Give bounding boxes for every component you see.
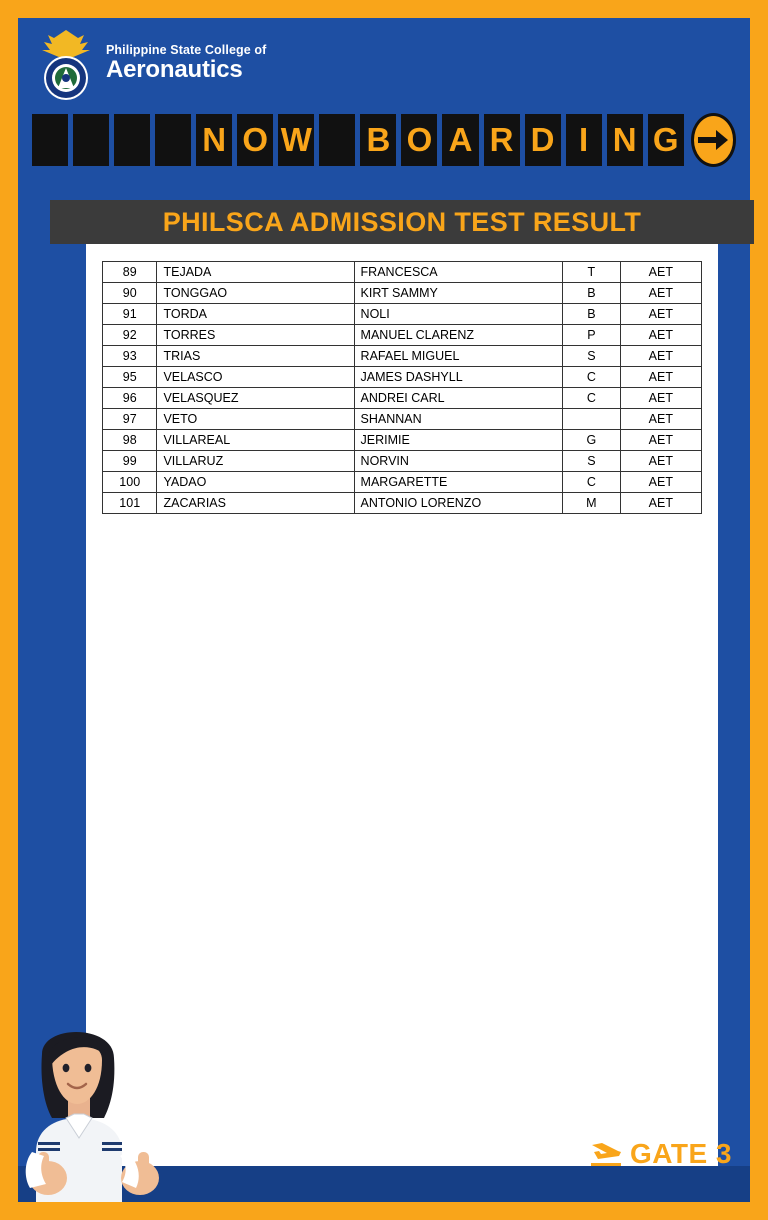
- cell-mi: B: [563, 283, 621, 304]
- cell-last: TORDA: [157, 304, 354, 325]
- cell-no: 93: [103, 346, 157, 367]
- flip-tile: O: [401, 114, 437, 166]
- cell-first: SHANNAN: [354, 409, 563, 430]
- flip-tile: W: [278, 114, 314, 166]
- flip-tile: [155, 114, 191, 166]
- flip-tile: I: [566, 114, 602, 166]
- cell-last: VELASCO: [157, 367, 354, 388]
- table-row: [103, 388, 702, 409]
- flip-tile: N: [607, 114, 643, 166]
- philsca-crest-icon: [34, 26, 98, 104]
- cell-mi: S: [563, 451, 621, 472]
- cell-first: NORVIN: [354, 451, 563, 472]
- cell-mi: C: [563, 388, 621, 409]
- poster-inner-frame: [18, 18, 750, 1202]
- flip-tile: [73, 114, 109, 166]
- flip-tile: A: [442, 114, 478, 166]
- cell-first: JERIMIE: [354, 430, 563, 451]
- cell-program: AET: [620, 409, 701, 430]
- cell-mi: C: [563, 472, 621, 493]
- page-title: PHILSCA ADMISSION TEST RESULT: [162, 206, 642, 237]
- cell-program: AET: [620, 367, 701, 388]
- cell-program: AET: [620, 283, 701, 304]
- flip-tile: R: [484, 114, 520, 166]
- cell-program: AET: [620, 388, 701, 409]
- brand-line-2: Aeronautics: [106, 55, 243, 83]
- flip-tile: N: [196, 114, 232, 166]
- cell-no: 92: [103, 325, 157, 346]
- cell-first: MARGARETTE: [354, 472, 563, 493]
- cell-no: 100: [103, 472, 157, 493]
- cell-first: ANTONIO LORENZO: [354, 493, 563, 514]
- cell-last: VILLAREAL: [157, 430, 354, 451]
- arrow-right-icon: [691, 113, 736, 167]
- table-row: [103, 367, 702, 388]
- cell-last: TRIAS: [157, 346, 354, 367]
- results-table: [102, 261, 702, 514]
- cell-first: JAMES DASHYLL: [354, 367, 563, 388]
- table-row: [103, 262, 702, 283]
- cell-first: RAFAEL MIGUEL: [354, 346, 563, 367]
- cell-no: 97: [103, 409, 157, 430]
- cell-program: AET: [620, 451, 701, 472]
- table-row: [103, 430, 702, 451]
- flip-tile: [114, 114, 150, 166]
- cell-last: TEJADA: [157, 262, 354, 283]
- cell-last: TORRES: [157, 325, 354, 346]
- table-row: [103, 304, 702, 325]
- cell-mi: G: [563, 430, 621, 451]
- flip-tile: [32, 114, 68, 166]
- cell-first: MANUEL CLARENZ: [354, 325, 563, 346]
- table-row: [103, 409, 702, 430]
- flip-tile: D: [525, 114, 561, 166]
- cell-mi: S: [563, 346, 621, 367]
- cell-last: YADAO: [157, 472, 354, 493]
- brand-text: [106, 44, 266, 86]
- table-row: [103, 472, 702, 493]
- cell-program: AET: [620, 430, 701, 451]
- cell-no: 98: [103, 430, 157, 451]
- cell-mi: [563, 409, 621, 430]
- cell-first: FRANCESCA: [354, 262, 563, 283]
- cell-program: AET: [620, 346, 701, 367]
- cell-no: 99: [103, 451, 157, 472]
- cell-last: VETO: [157, 409, 354, 430]
- cell-mi: C: [563, 367, 621, 388]
- cell-program: AET: [620, 472, 701, 493]
- cell-program: AET: [620, 493, 701, 514]
- flip-tile: O: [237, 114, 273, 166]
- cell-first: ANDREI CARL: [354, 388, 563, 409]
- cell-no: 90: [103, 283, 157, 304]
- cell-no: 101: [103, 493, 157, 514]
- brand-line-1: Philippine State College of: [106, 43, 267, 58]
- now-boarding-flipboard: [32, 112, 736, 168]
- cell-program: AET: [620, 325, 701, 346]
- table-row: [103, 346, 702, 367]
- cell-last: ZACARIAS: [157, 493, 354, 514]
- cell-mi: M: [563, 493, 621, 514]
- cell-last: TONGGAO: [157, 283, 354, 304]
- flip-tile: B: [360, 114, 396, 166]
- cell-no: 95: [103, 367, 157, 388]
- cell-no: 89: [103, 262, 157, 283]
- cell-mi: T: [563, 262, 621, 283]
- cell-program: AET: [620, 262, 701, 283]
- brand-lockup: [34, 26, 266, 104]
- cell-program: AET: [620, 304, 701, 325]
- cell-last: VILLARUZ: [157, 451, 354, 472]
- cell-first: NOLI: [354, 304, 563, 325]
- table-row: [103, 325, 702, 346]
- cell-no: 96: [103, 388, 157, 409]
- cell-last: VELASQUEZ: [157, 388, 354, 409]
- flip-tile: G: [648, 114, 684, 166]
- table-row: [103, 451, 702, 472]
- cell-no: 91: [103, 304, 157, 325]
- cell-mi: B: [563, 304, 621, 325]
- cabin-crew-mascot-icon: [18, 1002, 188, 1202]
- page-title-bar: [50, 200, 754, 244]
- table-row: [103, 493, 702, 514]
- gate-indicator: [588, 1138, 732, 1170]
- flip-tile: [319, 114, 355, 166]
- cell-mi: P: [563, 325, 621, 346]
- gate-label: GATE 3: [629, 1138, 732, 1169]
- departing-plane-icon: [588, 1139, 624, 1169]
- cell-first: KIRT SAMMY: [354, 283, 563, 304]
- table-row: [103, 283, 702, 304]
